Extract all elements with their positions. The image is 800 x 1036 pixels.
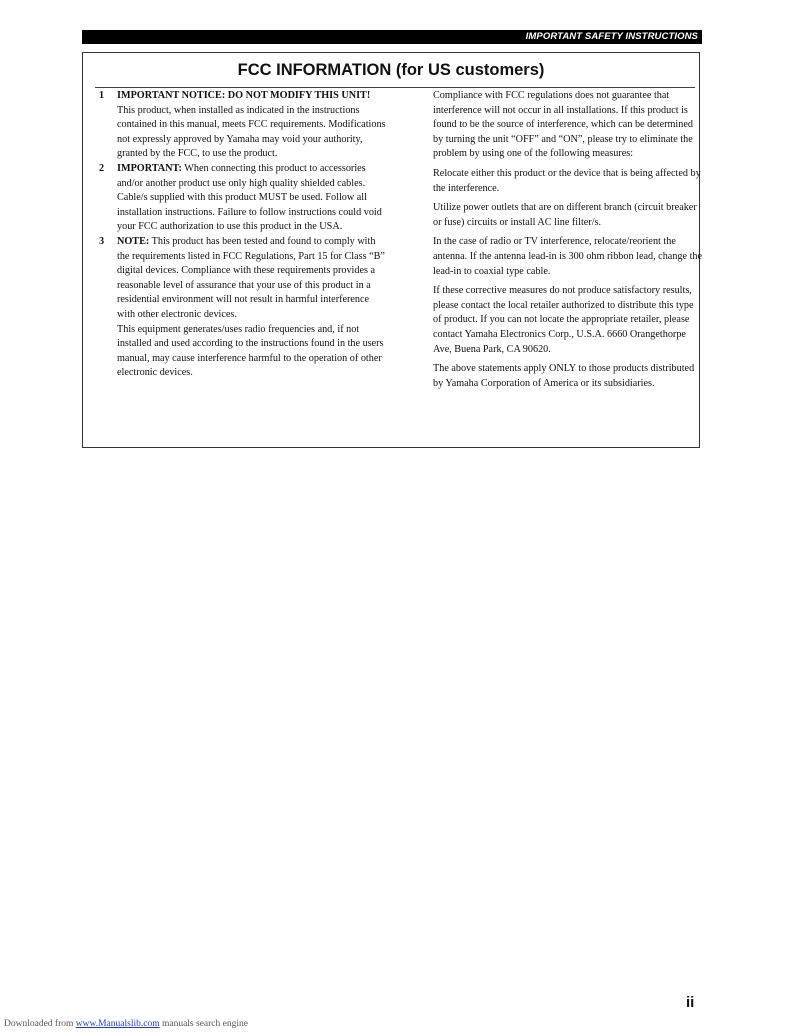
fcc-title: FCC INFORMATION (for US customers) [237,61,545,79]
compliance-paragraph: Compliance with FCC regulations does not guarantee that interference will not occur in all installations. If this product is found to be the source of interference, which can be determined by turning the unit “OFF” and “ON”, please try to eliminate the problem by using one of the following measures: [433,90,693,160]
scope-statement: The above statements apply ONLY to those products distributed by Yamaha Corporation of America or its subsidiaries. [433,363,695,389]
fcc-right-column [433,89,703,396]
footer-prefix: Downloaded from [4,1019,74,1029]
fcc-item-3 [97,235,387,381]
download-footer [4,1019,248,1029]
fcc-item-2 [97,162,387,235]
section-header-bar [82,30,702,44]
item-text: When connecting this product to accessories and/or another product use only high quality shielded cables. Cable/s supplied with this product MUST be used. Follow all installation instructions. Failure to follow instructions could void your FCC authorization to use this product in the USA. [117,162,382,233]
measure-power-outlets: Utilize power outlets that are on different branch (circuit breaker or fuse) circuits or install AC line filter/s. [433,202,697,228]
section-header-label: IMPORTANT SAFETY INSTRUCTIONS [525,31,698,42]
item-text: This product, when installed as indicated in the instructions contained in this manual, meets FCC requirements. Modifications not expressly approved by Yamaha may void your authority, granted by the FCC, to use the product. [117,104,386,160]
measure-relocate: Relocate either this product or the device that is being affected by the interference. [433,167,701,194]
fcc-item-1 [97,89,387,162]
item-heading: IMPORTANT NOTICE: DO NOT MODIFY THIS UNIT! [117,90,371,101]
measure-antenna: In the case of radio or TV interference, relocate/reorient the antenna. If the antenna lead-in is 300 ohm ribbon lead, change the lead-in to coaxial type cable. [433,236,703,277]
fcc-left-column [97,89,387,381]
item-heading: NOTE: [117,235,150,247]
item-extra-text: This equipment generates/uses radio frequencies and, if not installed and used according to the instructions found in the users manual, may cause interference harmful to the operation of other electronic devices. [117,323,384,379]
item-number: 2 [99,162,105,174]
page-number: ii [686,994,695,1011]
item-text: This product has been tested and found to comply with the requirements listed in FCC Regulations, Part 15 for Class “B” digital devices. Compliance with these requirements provides a reasonable level of assurance that your use of this product in a residential environment will not result in harmful interference with other electronic devices. [117,235,385,320]
item-number: 1 [99,90,105,101]
item-number: 3 [99,235,105,247]
contact-retailer-paragraph: If these corrective measures do not produce satisfactory results, please contact the local retailer authorized to distribute this type of product. If you can not locate the appropriate retailer, please contact Yamaha Electronics Corp., U.S.A. 6660 Orangethorpe Ave, Buena Park, CA 90620. [433,285,694,355]
title-divider [95,87,695,88]
footer-suffix: manuals search engine [161,1019,248,1029]
manualslib-link[interactable]: www.Manualslib.com [75,1019,160,1029]
fcc-information-box [82,52,703,448]
item-heading: IMPORTANT: [117,162,182,174]
